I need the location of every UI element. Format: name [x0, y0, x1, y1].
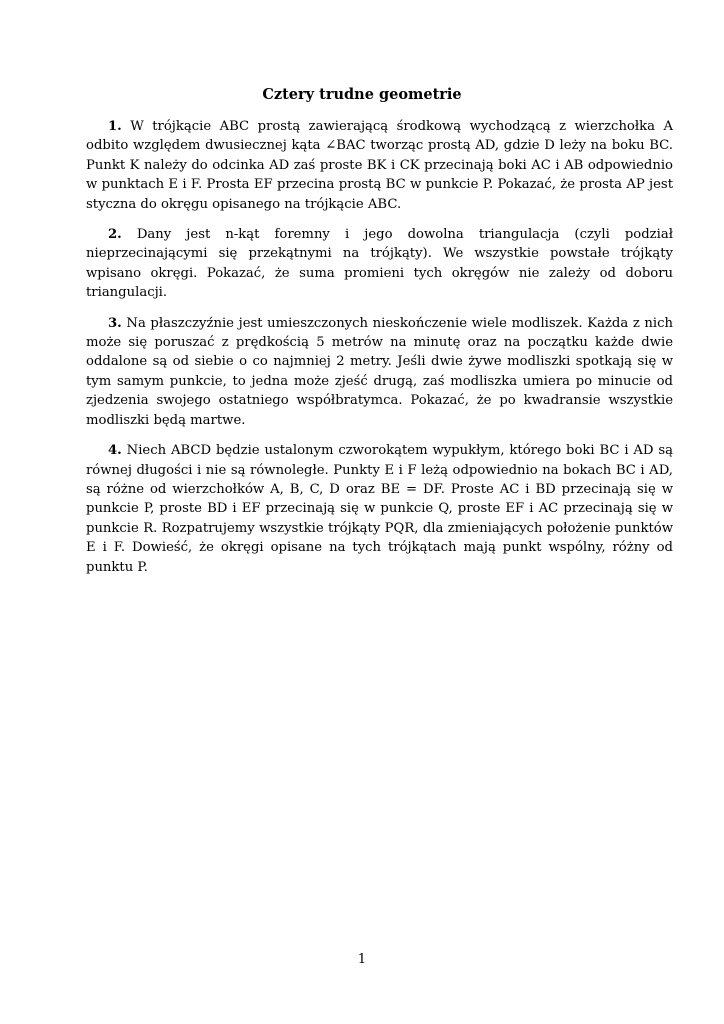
page-number: 1: [357, 952, 367, 967]
document-title: Cztery trudne geometrie: [262, 86, 462, 103]
problem-text: Dany jest n-kąt foremny i jego dowolna triangulacja (czyli podział nieprzecinającymi się przekątnymi na trójkąty). We wszystkie powstałe trójkąty wpisano okręgi. Pokazać, że suma promieni tych okręgów nie zależy od doboru triangulacji.: [86, 227, 673, 301]
problem-text: W trójkącie ABC prostą zawierającą środkową wychodzącą z wierzchołka A odbito względem dwusiecznej kąta ∠BAC tworząc prostą AD, gdzie D leży na boku BC. Punkt K należy do odcinka AD zaś proste BK i CK przecinają boki AC i AB odpowiednio w punktach E i F. Prosta EF przecina prostą BC w punkcie P. Pokazać, że prosta AP jest styczna do okręgu opisanego na trójkącie ABC.: [86, 119, 673, 212]
problem-number: 2.: [108, 227, 122, 243]
problem-number: 4.: [108, 443, 122, 459]
problem-2: [86, 225, 673, 303]
problem-number: 3.: [108, 315, 122, 331]
problem-text: Niech ABCD będzie ustalonym czworokątem wypukłym, którego boki BC i AD są równej długości i nie są równoległe. Punkty E i F leżą odpowiednio na bokach BC i AD, są różne od wierzchołków A, B, C, D oraz BE = DF. Proste AC i BD przecinają się w punkcie P, proste BD i EF przecinają się w punkcie Q, proste EF i AC przecinają się w punkcie R. Rozpatrujemy wszystkie trójkąty PQR, dla zmieniających położenie punktów E i F. Dowieść, że okręgi opisane na tych trójkątach mają punkt wspólny, różny od punktu P.: [86, 443, 673, 575]
problem-3: [86, 314, 673, 430]
problem-number: 1.: [108, 119, 122, 134]
problem-text: Na płaszczyźnie jest umieszczonych nieskończenie wiele modliszek. Każda z nich może się poruszać z prędkością 5 metrów na minutę oraz na początku każde dwie oddalone są od siebie o co najmniej 2 metry. Jeśli dwie żywe modliszki spotkają się w tym samym punkcie, to jedna może zjeść drugą, zaś modliszka umiera po minucie od zjedzenia swojego ostatniego współbratymca. Pokazać, że po kwadransie wszystkie modliszki będą martwe.: [86, 315, 673, 428]
problem-1: [86, 117, 673, 214]
problem-list: [86, 117, 673, 588]
problem-4: [86, 441, 673, 577]
